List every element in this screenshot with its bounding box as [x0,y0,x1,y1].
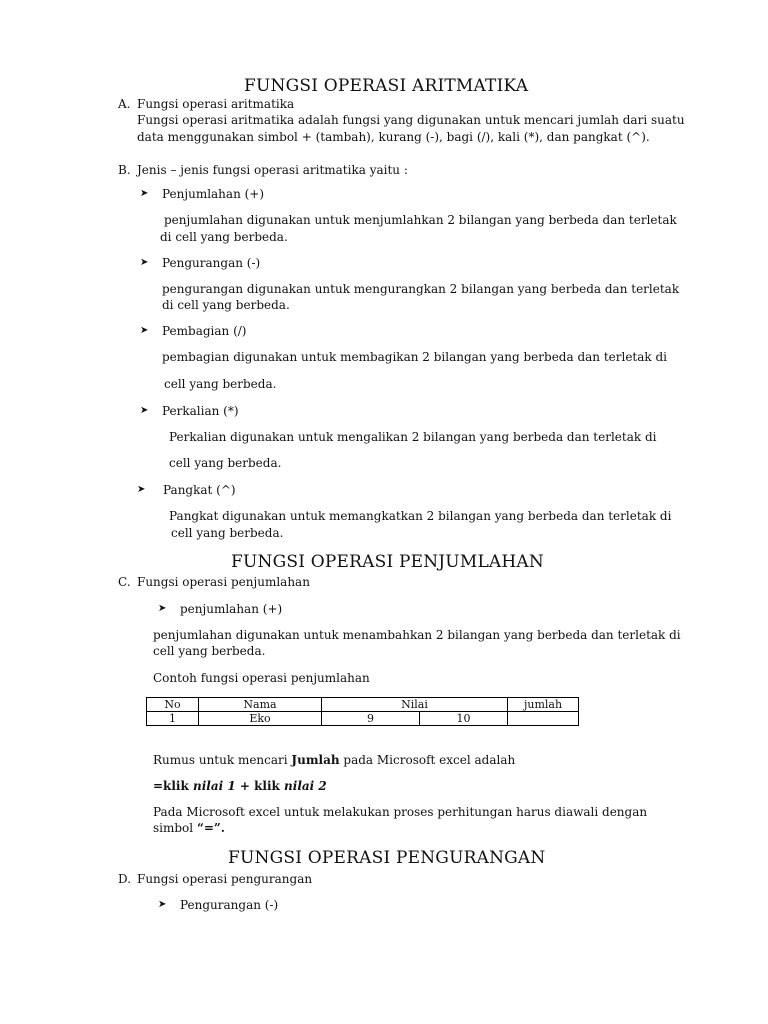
note-symbol: “=”. [196,821,225,835]
list-item-title: Perkalian (*) [162,404,239,418]
formula-keyword: Jumlah [291,753,340,767]
bullet-arrow-icon: ➤ [158,899,167,910]
bullet-arrow-icon: ➤ [140,257,149,268]
section-a-text-1: Fungsi operasi aritmatika adalah fungsi yang digunakan untuk mencari jumlah dari suatu [137,113,685,127]
list-item-desc: pengurangan digunakan untuk mengurangkan 2 bilangan yang berbeda dan terletak [162,282,680,296]
list-item-desc: penjumlahan digunakan untuk menjumlahkan 2 bilangan yang berbeda dan terletak [164,213,677,227]
bullet-arrow-icon: ➤ [140,405,149,416]
section-c-heading: Fungsi operasi penjumlahan [137,575,310,589]
section-b-heading: Jenis – jenis fungsi operasi aritmatika yaitu : [137,163,408,177]
section-a-label: A. [118,97,131,111]
section-c-desc-1: penjumlahan digunakan untuk menambahkan 2 bilangan yang berbeda dan terletak di [153,628,681,642]
page-title: FUNGSI OPERASI ARITMATIKA [244,76,529,96]
section-title-pengurangan: FUNGSI OPERASI PENGURANGAN [228,848,546,868]
formula-intro [153,753,515,767]
list-item-desc: di cell yang berbeda. [160,230,288,244]
list-item-desc: Pangkat digunakan untuk memangkatkan 2 bilangan yang berbeda dan terletak di [169,509,672,523]
formula [153,779,327,793]
example-caption: Contoh fungsi operasi penjumlahan [153,671,370,685]
section-d-heading: Fungsi operasi pengurangan [137,872,313,886]
section-d-label: D. [118,872,132,886]
formula-part: nilai 2 [284,779,327,793]
list-item-desc: pembagian digunakan untuk membagikan 2 bilangan yang berbeda dan terletak di [162,350,668,364]
table-header-cell: jumlah [508,698,579,712]
list-item-title: Pengurangan (-) [180,898,279,912]
bullet-arrow-icon: ➤ [158,603,167,614]
formula-part: =klik [153,779,193,793]
note-text: simbol [153,821,197,835]
table-cell: 10 [420,712,508,726]
section-a-text-2: data menggunakan simbol + (tambah), kurang (-), bagi (/), kali (*), dan pangkat (^). [137,130,650,144]
table-cell: 1 [147,712,199,726]
list-item-desc: cell yang berbeda. [164,377,277,391]
list-item-desc: cell yang berbeda. [171,526,284,540]
formula-intro-text: Rumus untuk mencari [153,753,292,767]
note-line-1: Pada Microsoft excel untuk melakukan proses perhitungan harus diawali dengan [153,805,648,819]
list-item-title: Penjumlahan (+) [162,187,265,201]
table-cell: Eko [199,712,322,726]
list-item-title: Pengurangan (-) [162,256,261,270]
formula-part: nilai 1 [192,779,236,793]
table-cell [508,712,579,726]
table-header-cell: No [147,698,199,712]
table-header-cell: Nilai [322,698,508,712]
section-c-label: C. [118,575,131,589]
nilai-table [146,697,579,726]
list-item-desc: di cell yang berbeda. [162,298,290,312]
section-a-heading: Fungsi operasi aritmatika [137,97,295,111]
bullet-arrow-icon: ➤ [140,325,149,336]
list-item-title: Pembagian (/) [162,324,247,338]
bullet-arrow-icon: ➤ [137,484,146,495]
section-title-penjumlahan: FUNGSI OPERASI PENJUMLAHAN [231,552,544,572]
formula-part: + klik [235,779,285,793]
section-b-label: B. [118,163,131,177]
table-row [147,712,579,726]
table-header-cell: Nama [199,698,322,712]
list-item-desc: Perkalian digunakan untuk mengalikan 2 bilangan yang berbeda dan terletak di [169,430,657,444]
list-item-title: Pangkat (^) [163,483,236,497]
list-item-title: penjumlahan (+) [180,602,283,616]
bullet-arrow-icon: ➤ [140,188,149,199]
section-c-desc-2: cell yang berbeda. [153,644,266,658]
note-line-2 [153,821,225,835]
list-item-desc: cell yang berbeda. [169,456,282,470]
formula-intro-text: pada Microsoft excel adalah [339,753,516,767]
table-cell: 9 [322,712,420,726]
table-header-row [147,698,579,712]
